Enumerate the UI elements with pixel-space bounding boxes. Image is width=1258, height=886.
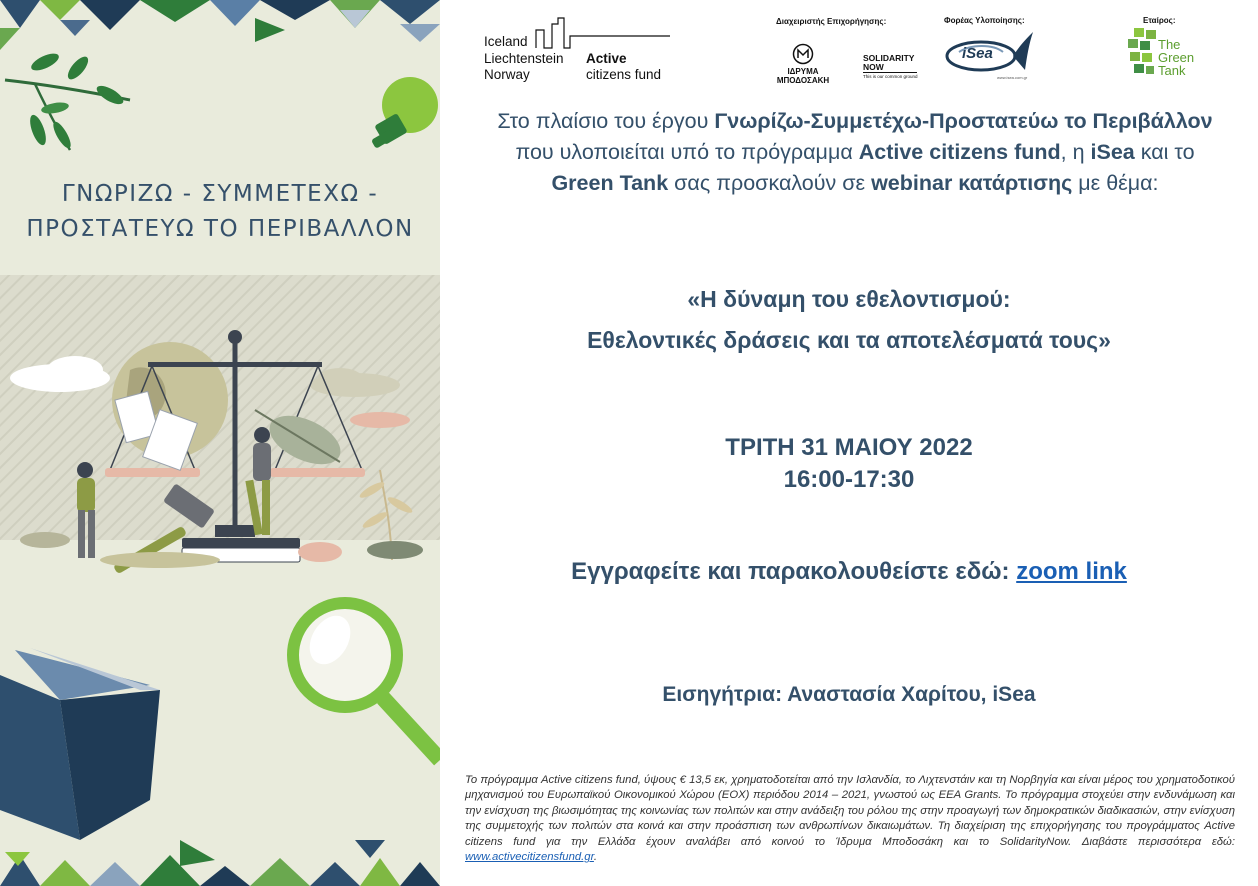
registration-line	[440, 558, 1258, 586]
poster-title-line2: ΠΡΟΣΤΑΤΕΥΩ ΤΟ ΠΕΡΙΒΑΛΛΟΝ	[26, 216, 414, 242]
green-tank-bold: Green Tank	[551, 171, 669, 195]
poster-illustration	[0, 0, 440, 886]
olive-branch	[5, 50, 130, 150]
registration-text: Εγγραφείτε και παρακολουθείστε εδώ:	[571, 558, 1017, 585]
funder-liechtenstein: Liechtenstein	[484, 50, 564, 66]
funder-iceland: Iceland	[484, 34, 528, 49]
bodossaki-emblem-icon	[792, 43, 814, 65]
disclaimer-text: Το πρόγραμμα Active citizens fund, ύψους € 13,5 εκ, χρηματοδοτείται από την Ισλανδία, το Λιχτενστάιν και τη Νορβηγία και είναι μέρος του χρηματοδοτικού μηχανισμού του Ευρωπαϊκού Οικονομικού Χώρου (ΕΟΧ) περιόδου 2014 – 2021, γνωστού ως ΕΕΑ Grants. Το πρόγραμμα στοχεύει στην ενδυνάμωση και την ενίσχυση της βιωσιμότητας της κοινωνίας των πολιτών και στην ανάδειξη του ρόλου της στην προαγωγή των δημοκρατικών διαδικασιών, στην ενίσχυση της συμμετοχής των πολιτών στα κοινά και στην προάσπιση των ανθρωπίνων δικαιωμάτων. Τη διαχείριση της επιχορήγησης του προγράμματος Active citizens fund για την Ελλάδα έχουν αναλάβει από κοινού το Ίδρυμα Μποδοσάκη και το SolidarityNow. Διαβάστε περισσότερα εδώ:	[465, 774, 1235, 848]
program-disclaimer	[465, 773, 1235, 865]
program-name: Active citizens fund	[858, 140, 1061, 164]
top-triangle-pattern	[0, 0, 440, 50]
intro-text-1: Στο πλαίσιο του έργου	[497, 109, 715, 133]
acf-line2: citizens fund	[586, 66, 662, 82]
invitation-content	[440, 0, 1258, 886]
webinar-title-line1: «Η δύναμη του εθελοντισμού:	[687, 286, 1011, 312]
webinar-date: ΤΡΙΤΗ 31 ΜΑΙΟΥ 2022	[725, 434, 973, 461]
intro-text-5: σας προσκαλούν σε	[668, 171, 872, 195]
acf-line1: Active	[586, 51, 627, 66]
partner-label: Εταίρος:	[1143, 16, 1176, 25]
skyline-icon	[534, 16, 672, 50]
solidarity-line2: NOW	[863, 62, 884, 72]
zoom-link[interactable]: zoom link	[1016, 558, 1127, 585]
intro-text-3: , η	[1060, 140, 1091, 164]
webinar-time: 16:00-17:30	[783, 466, 915, 493]
isea-name: iSea	[962, 45, 993, 62]
operator-label: Διαχειριστής Επιχορήγησης:	[776, 17, 887, 26]
bodossaki-line1: ΙΔΡΥΜΑ	[787, 67, 819, 76]
speaker-line: Εισηγήτρια: Αναστασία Χαρίτου, iSea	[662, 683, 1036, 706]
poster-panel	[0, 0, 440, 886]
implementer-label: Φορέας Υλοποίησης:	[944, 16, 1025, 25]
intro-text-6: με θέμα:	[1072, 171, 1159, 195]
disclaimer-end: .	[593, 851, 598, 864]
green-tank-globe-icon	[1126, 26, 1162, 82]
webinar-title-line2: Εθελοντικές δράσεις και τα αποτελέσματά τους»	[587, 327, 1111, 353]
book-icon	[0, 648, 160, 840]
intro-text-4: και το	[1134, 140, 1195, 164]
greentank-line1: The	[1158, 37, 1181, 52]
greentank-line3: Tank	[1158, 63, 1186, 78]
poster-title-line1: ΓΝΩΡΙΖΩ - ΣΥΜΜΕΤΕΧΩ -	[61, 181, 379, 207]
funder-norway: Norway	[484, 67, 530, 82]
webinar-bold: webinar κατάρτισης	[871, 171, 1073, 195]
solidarity-tagline: This is our common ground	[863, 74, 918, 79]
isea-bold: iSea	[1090, 140, 1135, 164]
solidarity-line1: SOLIDARITY	[863, 53, 915, 63]
intro-text-2: που υλοποιείται υπό το πρόγραμμα	[515, 140, 859, 164]
greentank-line2: Green	[1158, 50, 1195, 65]
bodossaki-line2: ΜΠΟΔΟΣΑΚΗ	[776, 76, 830, 85]
magnifier-icon	[293, 603, 440, 760]
project-name: Γνωρίζω-Συμμετέχω-Προστατεύω το Περιβάλλον	[714, 109, 1213, 133]
active-citizens-fund-link[interactable]: www.activecitizensfund.gr	[465, 851, 594, 864]
isea-url: www.isea.com.gr	[997, 75, 1028, 80]
bottom-triangle-pattern	[0, 840, 440, 886]
intro-paragraph	[460, 106, 1250, 199]
lightbulb-icon	[371, 77, 438, 149]
